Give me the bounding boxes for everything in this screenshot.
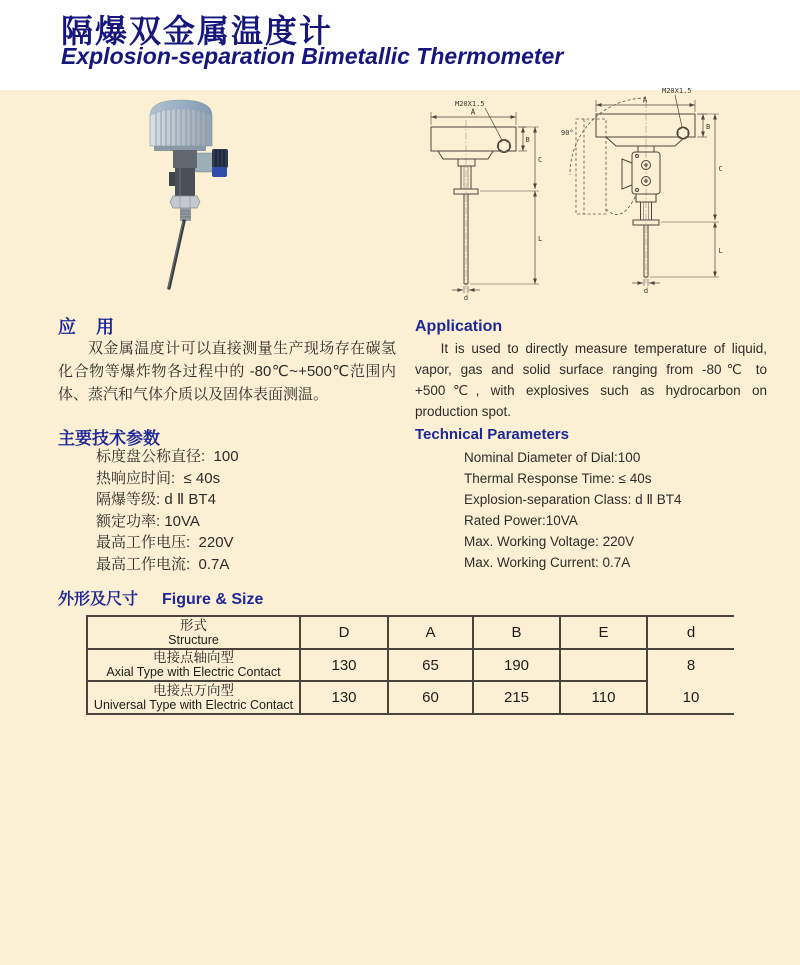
param-item: 隔爆等级: d Ⅱ BT4 bbox=[96, 491, 216, 508]
universal-type-drawing bbox=[558, 85, 765, 295]
angle-label: 90° bbox=[561, 129, 574, 137]
param-item: Max. Working Voltage: 220V bbox=[464, 534, 635, 549]
param-item: Explosion-separation Class: d Ⅱ BT4 bbox=[464, 492, 682, 507]
parameters-list-en bbox=[464, 447, 682, 573]
product-photo bbox=[140, 96, 305, 296]
dim-a-label: A bbox=[642, 95, 648, 105]
dim-c-label: C bbox=[718, 165, 723, 173]
parameters-heading-en: Technical Parameters bbox=[415, 426, 569, 443]
page-title-english: Explosion-separation Bimetallic Thermometer bbox=[61, 43, 564, 69]
figure-size-heading-cn: 外形及尺寸 bbox=[58, 591, 139, 608]
cell-D: 130 bbox=[300, 681, 388, 714]
probe bbox=[169, 221, 185, 288]
col-header-A: A bbox=[388, 616, 473, 649]
dim-b-label: B bbox=[525, 136, 530, 144]
structure-header-en: Structure bbox=[168, 632, 219, 647]
col-header-B: B bbox=[473, 616, 560, 649]
axial-type-drawing bbox=[411, 94, 563, 302]
page-title-chinese: 隔爆双金属温度计 bbox=[61, 13, 334, 49]
application-body-en: It is used to directly measure temperature of liquid, vapor, gas and solid surface ranging from -80℃ to +500℃, with explosives such as hydrocarbon on production spot. bbox=[415, 341, 767, 419]
thread-label: M20X1.5 bbox=[662, 87, 692, 95]
table-row-axial bbox=[87, 649, 734, 681]
col-header-E: E bbox=[560, 616, 647, 649]
table-row-universal bbox=[87, 681, 734, 714]
dim-l-label: L bbox=[718, 247, 723, 255]
cell-D: 130 bbox=[300, 649, 388, 681]
dim-l-label: L bbox=[538, 235, 543, 243]
dim-c-label: C bbox=[538, 156, 543, 164]
param-item: Max. Working Current: 0.7A bbox=[464, 555, 631, 570]
dim-d-label: d bbox=[463, 294, 469, 302]
mounting-mechanism bbox=[169, 150, 200, 221]
row-label-cell bbox=[87, 681, 300, 714]
content-panel bbox=[0, 87, 800, 965]
cell-d: 10 bbox=[682, 688, 700, 706]
param-item: 额定功率: 10VA bbox=[96, 512, 200, 530]
structure-header-cn: 形式 bbox=[180, 617, 207, 633]
cell-A: 65 bbox=[388, 649, 473, 681]
parameters-heading-cn: 主要技术参数 bbox=[58, 429, 160, 448]
application-heading-cn: 应 用 bbox=[58, 317, 115, 337]
figure-size-heading-en: Figure & Size bbox=[162, 591, 264, 608]
cell-B: 190 bbox=[473, 649, 560, 681]
row-label-cn: 电接点轴向型 bbox=[153, 650, 234, 665]
size-table bbox=[86, 615, 734, 715]
param-item: 热响应时间: ≤ 40s bbox=[96, 469, 221, 487]
param-item: Thermal Response Time: ≤ 40s bbox=[464, 471, 652, 486]
cell-d: 8 bbox=[686, 657, 696, 674]
row-label-cell bbox=[87, 649, 300, 681]
cell-E bbox=[560, 649, 647, 681]
dim-d-label: d bbox=[643, 287, 649, 295]
dim-b-label: B bbox=[706, 123, 711, 131]
dim-a-label: A bbox=[470, 107, 476, 117]
cell-A: 60 bbox=[388, 681, 473, 714]
param-item: 最高工作电流: 0.7A bbox=[96, 555, 230, 573]
thread-label: M20X1.5 bbox=[455, 100, 485, 108]
cell-B: 215 bbox=[473, 681, 560, 714]
col-header-D: D bbox=[300, 616, 388, 649]
row-label-en: Axial Type with Electric Contact bbox=[106, 665, 281, 679]
parameters-list-cn bbox=[96, 446, 239, 575]
cell-E: 110 bbox=[560, 681, 647, 714]
param-item: 最高工作电压: 220V bbox=[96, 534, 234, 551]
application-body-cn: 双金属温度计可以直接测量生产现场存在碳氢化合物等爆炸物各过程中的 -80℃~+500℃范围内体、蒸汽和气体介质以及固体表面测温。 bbox=[58, 340, 396, 403]
row-label-cn: 电接点万向型 bbox=[153, 682, 234, 698]
figure-size-heading bbox=[58, 586, 263, 609]
conduit-connector bbox=[195, 149, 228, 177]
structure-header-cell bbox=[87, 616, 300, 649]
param-item: Nominal Diameter of Dial:100 bbox=[464, 450, 641, 465]
row-label-en: Universal Type with Electric Contact bbox=[93, 697, 294, 712]
param-item: 标度盘公称直径: 100 bbox=[96, 448, 239, 465]
param-item: Rated Power:10VA bbox=[464, 513, 578, 528]
col-header-d: d bbox=[647, 616, 734, 649]
application-heading-en: Application bbox=[415, 318, 503, 335]
thermometer-head bbox=[150, 100, 212, 151]
table-header-row bbox=[87, 616, 734, 649]
